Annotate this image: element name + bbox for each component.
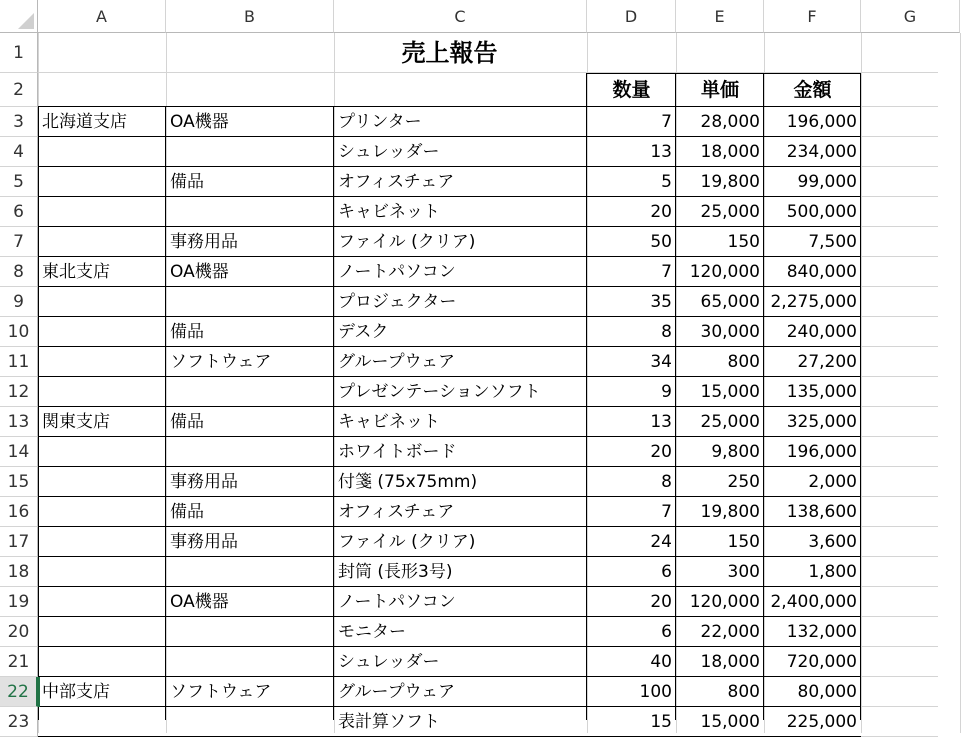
- cell-branch[interactable]: [38, 287, 166, 317]
- cell-category[interactable]: [166, 647, 334, 677]
- column-header-d[interactable]: D: [587, 0, 676, 33]
- column-header-f[interactable]: F: [764, 0, 861, 33]
- cell-category[interactable]: [166, 137, 334, 167]
- cell-qty[interactable]: 7: [661, 112, 672, 132]
- cell-branch[interactable]: 関東支店: [42, 412, 110, 432]
- cell-price[interactable]: 28,000: [700, 112, 760, 132]
- cell-item[interactable]: ファイル (クリア): [338, 232, 476, 252]
- cell-item[interactable]: オフィスチェア: [338, 502, 455, 522]
- cell-price[interactable]: 25,000: [700, 412, 760, 432]
- cell-amount[interactable]: 2,400,000: [770, 592, 857, 612]
- cell-item[interactable]: プリンター: [338, 112, 422, 132]
- cell-branch[interactable]: [38, 467, 166, 497]
- table-border: [38, 106, 861, 107]
- select-all-corner[interactable]: [0, 0, 38, 33]
- column-header-g[interactable]: G: [861, 0, 960, 33]
- cell-amount[interactable]: 196,000: [786, 442, 857, 462]
- header-amount: 金額: [793, 79, 832, 101]
- cell-qty[interactable]: 13: [650, 142, 672, 162]
- table-border: [763, 73, 764, 720]
- cell-branch[interactable]: [38, 167, 166, 197]
- cell-category[interactable]: ソフトウェア: [170, 352, 272, 372]
- table-border: [38, 526, 861, 527]
- table-border: [38, 676, 861, 677]
- cell-price[interactable]: 18,000: [700, 652, 760, 672]
- cell-category[interactable]: ソフトウェア: [170, 682, 272, 702]
- cell-price[interactable]: 25,000: [700, 202, 760, 222]
- cell-amount[interactable]: 240,000: [786, 322, 857, 342]
- cell-branch[interactable]: [38, 497, 166, 527]
- cell-amount[interactable]: 132,000: [786, 622, 857, 642]
- table-border: [38, 286, 861, 287]
- cell-item[interactable]: シュレッダー: [338, 142, 440, 162]
- table-border: [38, 586, 861, 587]
- cell-qty[interactable]: 7: [661, 502, 672, 522]
- row-header-14[interactable]: 14: [0, 437, 38, 467]
- cell-amount[interactable]: 500,000: [786, 202, 857, 222]
- cell-branch[interactable]: [38, 227, 166, 257]
- column-header-e[interactable]: E: [676, 0, 764, 33]
- table-border: [38, 376, 861, 377]
- row-header-11[interactable]: 11: [0, 347, 38, 377]
- cell-qty[interactable]: 5: [661, 172, 672, 192]
- table-border: [38, 406, 861, 407]
- table-border: [165, 106, 166, 720]
- cell-amount[interactable]: 2,275,000: [770, 292, 857, 312]
- table-border: [38, 256, 861, 257]
- cell-item[interactable]: グループウェア: [338, 352, 455, 372]
- cell-price[interactable]: 150: [727, 232, 760, 252]
- selected-cell-a22[interactable]: [38, 677, 40, 707]
- cell-amount[interactable]: 1,800: [808, 562, 857, 582]
- cell-qty[interactable]: 20: [650, 592, 672, 612]
- cell-item[interactable]: デスク: [338, 322, 389, 342]
- cell-branch[interactable]: [38, 587, 166, 617]
- cell-category[interactable]: [166, 557, 334, 587]
- cell-amount[interactable]: 325,000: [786, 412, 857, 432]
- cell-category[interactable]: OA機器: [170, 262, 229, 282]
- cell-price[interactable]: 800: [727, 682, 760, 702]
- cell-qty[interactable]: 24: [650, 532, 672, 552]
- cell-amount[interactable]: 196,000: [786, 112, 857, 132]
- cell-qty[interactable]: 15: [650, 712, 672, 732]
- row-header-15[interactable]: 15: [0, 467, 38, 497]
- cell-price[interactable]: 19,800: [700, 502, 760, 522]
- table-border: [38, 616, 861, 617]
- cell-category[interactable]: 備品: [170, 322, 204, 342]
- row-header-23[interactable]: 23: [0, 707, 38, 737]
- row-header-4[interactable]: 4: [0, 137, 38, 167]
- row-header-8[interactable]: 8: [0, 257, 38, 287]
- cell-price[interactable]: 65,000: [700, 292, 760, 312]
- cell-amount[interactable]: 225,000: [786, 712, 857, 732]
- table-border: [38, 646, 861, 647]
- cell-category[interactable]: [166, 287, 334, 317]
- cell-item[interactable]: モニター: [338, 622, 406, 642]
- cell-item[interactable]: キャビネット: [338, 412, 440, 432]
- cell-branch[interactable]: [38, 617, 166, 647]
- cell-category[interactable]: [166, 197, 334, 227]
- cell-amount[interactable]: 2,000: [808, 472, 857, 492]
- table-border: [38, 496, 861, 497]
- cell-qty[interactable]: 35: [650, 292, 672, 312]
- row-header-6[interactable]: 6: [0, 197, 38, 227]
- cell-branch[interactable]: [38, 557, 166, 587]
- cell-item[interactable]: グループウェア: [338, 682, 455, 702]
- table-border: [38, 346, 861, 347]
- cell-category[interactable]: 事務用品: [170, 472, 238, 492]
- cell-category[interactable]: OA機器: [170, 592, 229, 612]
- cell-category[interactable]: [166, 437, 334, 467]
- cell-price[interactable]: 300: [727, 562, 760, 582]
- row-header-5[interactable]: 5: [0, 167, 38, 197]
- cell-branch[interactable]: [38, 197, 166, 227]
- cell-branch[interactable]: 中部支店: [42, 682, 110, 702]
- row-header-13[interactable]: 13: [0, 407, 38, 437]
- cell-branch[interactable]: 東北支店: [42, 262, 110, 282]
- cell-price[interactable]: 250: [727, 472, 760, 492]
- table-border: [38, 466, 861, 467]
- cell-item[interactable]: 付箋 (75x75mm): [338, 472, 478, 492]
- cell-branch[interactable]: [38, 137, 166, 167]
- column-header-b[interactable]: B: [166, 0, 334, 33]
- cell-price[interactable]: 18,000: [700, 142, 760, 162]
- table-border: [675, 73, 676, 720]
- cell-item[interactable]: ノートパソコン: [338, 592, 456, 612]
- cell-amount[interactable]: 234,000: [786, 142, 857, 162]
- row-header-7[interactable]: 7: [0, 227, 38, 257]
- cell-category[interactable]: 備品: [170, 502, 204, 522]
- row-header-3[interactable]: 3: [0, 107, 38, 137]
- table-border: [38, 226, 861, 227]
- cell-item[interactable]: ホワイトボード: [338, 442, 457, 462]
- cell-qty[interactable]: 7: [661, 262, 672, 282]
- cell-qty[interactable]: 100: [639, 682, 672, 702]
- column-header-c[interactable]: C: [334, 0, 587, 33]
- cell-category[interactable]: 備品: [170, 412, 204, 432]
- cell-amount[interactable]: 27,200: [797, 352, 857, 372]
- cell-price[interactable]: 30,000: [700, 322, 760, 342]
- table-border: [38, 556, 861, 557]
- cell-amount[interactable]: 135,000: [786, 382, 857, 402]
- row-header-17[interactable]: 17: [0, 527, 38, 557]
- cell-price[interactable]: 150: [727, 532, 760, 552]
- cell-price[interactable]: 19,800: [700, 172, 760, 192]
- cell-qty[interactable]: 34: [650, 352, 672, 372]
- cell-amount[interactable]: 840,000: [786, 262, 857, 282]
- header-price: 単価: [700, 79, 739, 101]
- cell-price[interactable]: 120,000: [689, 262, 760, 282]
- cell-qty[interactable]: 6: [661, 622, 672, 642]
- cell-amount[interactable]: 80,000: [797, 682, 857, 702]
- cell-qty[interactable]: 50: [650, 232, 672, 252]
- column-header-a[interactable]: A: [38, 0, 166, 33]
- row-header-2[interactable]: 2: [0, 73, 38, 107]
- table-border: [38, 196, 861, 197]
- table-border: [38, 436, 861, 437]
- row-header-22[interactable]: 22: [0, 677, 38, 707]
- table-border: [586, 73, 587, 720]
- cell-category[interactable]: [166, 377, 334, 407]
- cell-branch[interactable]: [38, 527, 166, 557]
- cell-item[interactable]: 表計算ソフト: [338, 712, 440, 732]
- table-border: [38, 316, 861, 317]
- row-header-10[interactable]: 10: [0, 317, 38, 347]
- cell-category[interactable]: 事務用品: [170, 532, 238, 552]
- cell-category[interactable]: OA機器: [170, 112, 229, 132]
- cell-price[interactable]: 22,000: [700, 622, 760, 642]
- cell-amount[interactable]: 138,600: [786, 502, 857, 522]
- cell-item[interactable]: ノートパソコン: [338, 262, 456, 282]
- cell-branch[interactable]: [38, 347, 166, 377]
- row-header-19[interactable]: 19: [0, 587, 38, 617]
- table-border: [38, 106, 39, 720]
- cell-item[interactable]: シュレッダー: [338, 652, 440, 672]
- cell-qty[interactable]: 40: [650, 652, 672, 672]
- row-header-21[interactable]: 21: [0, 647, 38, 677]
- cell-branch[interactable]: [38, 647, 166, 677]
- cell-price[interactable]: 15,000: [700, 712, 760, 732]
- cell-amount[interactable]: 720,000: [786, 652, 857, 672]
- cell-qty[interactable]: 20: [650, 442, 672, 462]
- cell-qty[interactable]: 6: [661, 562, 672, 582]
- cell-branch[interactable]: [38, 377, 166, 407]
- cell-item[interactable]: プレゼンテーションソフト: [338, 382, 541, 402]
- table-border: [860, 73, 861, 720]
- row-header-18[interactable]: 18: [0, 557, 38, 587]
- table-border: [38, 166, 861, 167]
- cell-qty[interactable]: 13: [650, 412, 672, 432]
- row-header-20[interactable]: 20: [0, 617, 38, 647]
- cell-item[interactable]: キャビネット: [338, 202, 440, 222]
- cell-qty[interactable]: 8: [661, 322, 672, 342]
- cell-branch[interactable]: 北海道支店: [42, 112, 127, 132]
- cell-qty[interactable]: 20: [650, 202, 672, 222]
- cell-price[interactable]: 15,000: [700, 382, 760, 402]
- cell-amount[interactable]: 99,000: [797, 172, 857, 192]
- cell-price[interactable]: 9,800: [711, 442, 760, 462]
- cell-category[interactable]: 備品: [170, 172, 204, 192]
- row-header-16[interactable]: 16: [0, 497, 38, 527]
- report-title: 売上報告: [401, 39, 498, 67]
- cell-branch[interactable]: [38, 437, 166, 467]
- row-header-1[interactable]: 1: [0, 33, 38, 73]
- row-header-12[interactable]: 12: [0, 377, 38, 407]
- row-header-9[interactable]: 9: [0, 287, 38, 317]
- cell-item[interactable]: プロジェクター: [338, 292, 457, 312]
- cell-price[interactable]: 800: [727, 352, 760, 372]
- table-border: [38, 706, 861, 707]
- cell-branch[interactable]: [38, 317, 166, 347]
- table-border: [587, 73, 861, 74]
- cell-amount[interactable]: 7,500: [808, 232, 857, 252]
- table-border: [333, 106, 334, 720]
- cell-branch[interactable]: [38, 707, 166, 737]
- gridline-vertical: [861, 33, 862, 733]
- cell-item[interactable]: 封筒 (長形3号): [338, 562, 453, 582]
- cell-qty[interactable]: 9: [661, 382, 672, 402]
- cell-category[interactable]: 事務用品: [170, 232, 238, 252]
- cell-qty[interactable]: 8: [661, 472, 672, 492]
- header-qty: 数量: [612, 79, 651, 101]
- cell-amount[interactable]: 3,600: [808, 532, 857, 552]
- cell-category[interactable]: [166, 617, 334, 647]
- cell-item[interactable]: オフィスチェア: [338, 172, 455, 192]
- cell-category[interactable]: [166, 707, 334, 737]
- cell-price[interactable]: 120,000: [689, 592, 760, 612]
- cell-item[interactable]: ファイル (クリア): [338, 532, 476, 552]
- table-border: [38, 136, 861, 137]
